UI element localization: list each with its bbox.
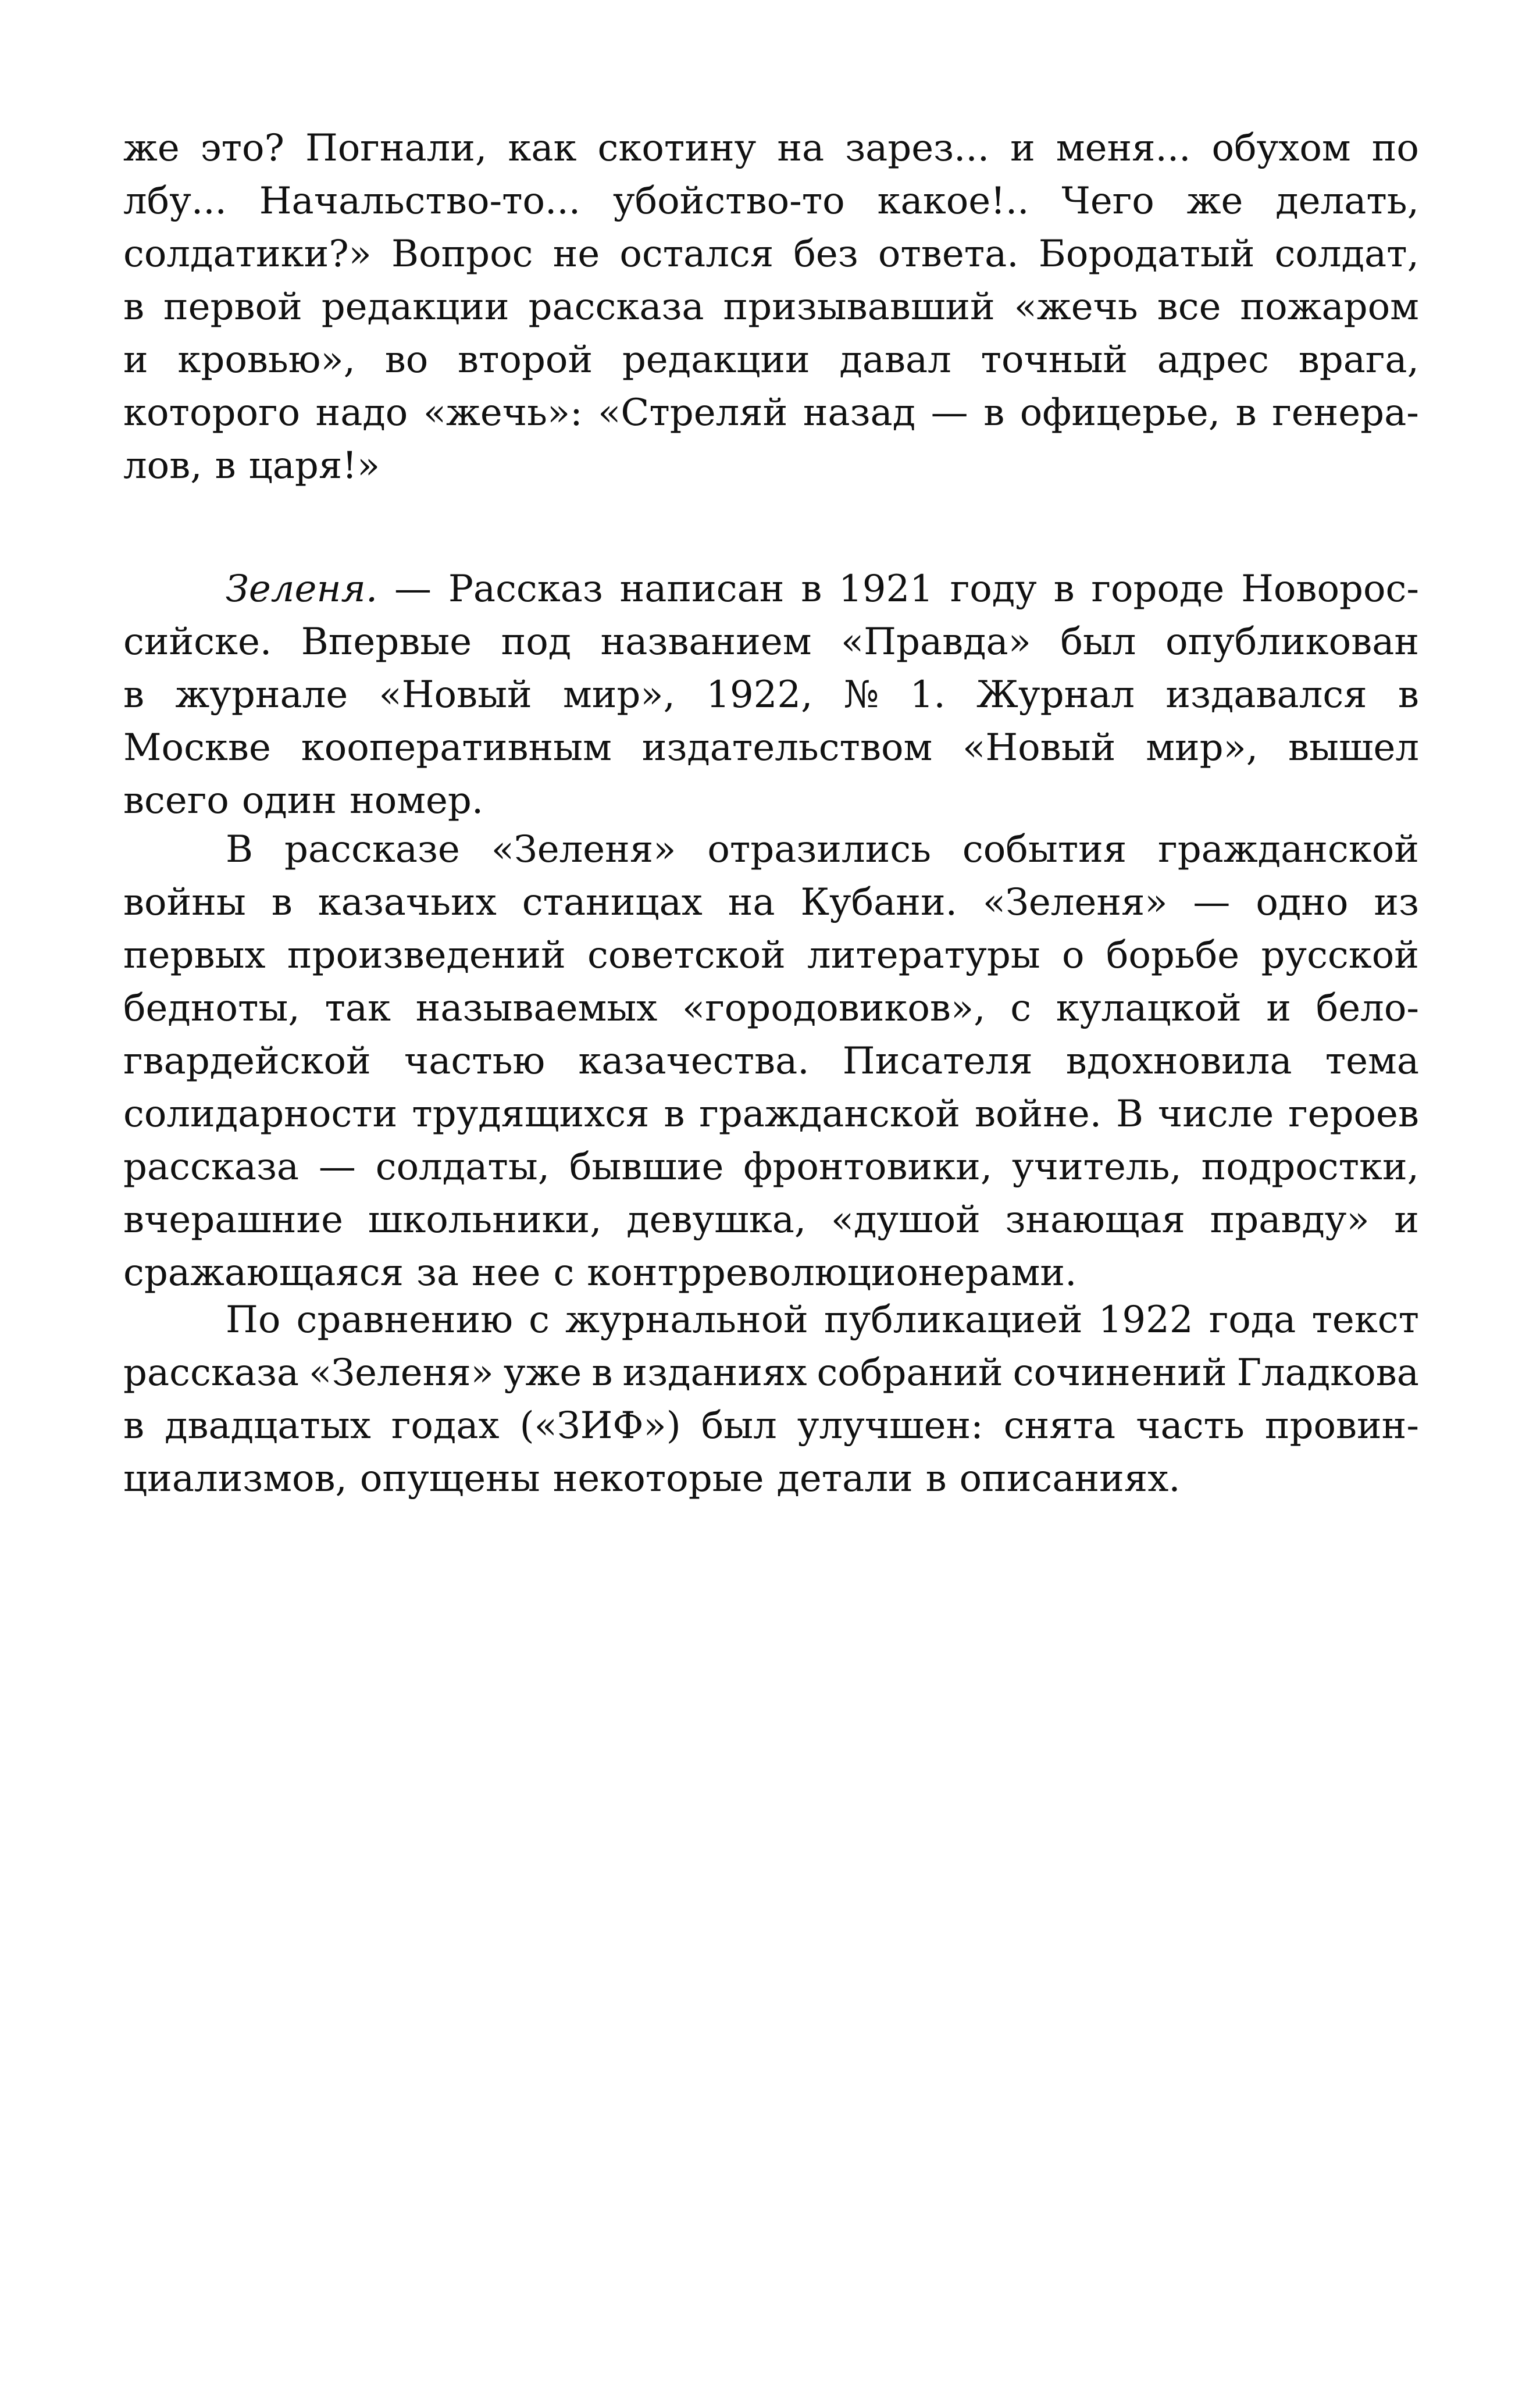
word: одно	[1256, 881, 1349, 924]
word: из	[1374, 881, 1419, 924]
word: трудящихся	[412, 1093, 650, 1136]
word: призывавший	[723, 286, 995, 329]
word: с	[529, 1298, 550, 1342]
word: так	[325, 987, 391, 1030]
word: издавался	[1165, 673, 1367, 716]
text-line	[123, 722, 1419, 775]
word: Журнал	[976, 673, 1135, 716]
text-line-with-title	[123, 563, 1419, 616]
word: —	[1193, 881, 1231, 924]
word: правду»	[1210, 1198, 1370, 1242]
text-line	[123, 1294, 1419, 1347]
word: и	[1266, 987, 1291, 1030]
word: издательством	[641, 726, 933, 769]
word: числе	[1157, 1093, 1274, 1136]
word: меня...	[1056, 127, 1191, 170]
word: сочинений	[1013, 1351, 1227, 1394]
word: Чего	[1061, 180, 1154, 223]
text-line	[123, 387, 1419, 440]
word: в	[1053, 568, 1075, 611]
word: провин-	[1264, 1404, 1419, 1447]
word: рассказа	[528, 286, 704, 329]
word: солдат,	[1274, 233, 1419, 276]
word: первых	[123, 934, 266, 977]
word: это?	[200, 127, 284, 170]
word: «жечь»:	[423, 391, 583, 434]
word: Погнали,	[305, 127, 487, 170]
word: в	[801, 568, 822, 611]
word: Начальство-то...	[259, 180, 581, 223]
word: в	[591, 1351, 613, 1394]
word: войны	[123, 881, 246, 924]
note-title: Зеленя.	[226, 568, 378, 611]
word: №	[843, 673, 879, 716]
text-line	[123, 1453, 1419, 1506]
word: вчерашние	[123, 1198, 344, 1242]
word: произведений	[287, 934, 566, 977]
word: давал	[839, 338, 951, 381]
word: события	[962, 828, 1127, 871]
word: Писателя	[842, 1040, 1033, 1083]
word: нее	[472, 1251, 541, 1294]
word: фронтовики,	[743, 1146, 993, 1189]
word: детали	[776, 1457, 913, 1500]
word: офицерье,	[1019, 391, 1221, 434]
word: учитель,	[1012, 1146, 1182, 1189]
word: изданиях	[622, 1351, 807, 1394]
word: сравнению	[296, 1298, 514, 1342]
word: русской	[1261, 934, 1419, 977]
paragraph-zelenya-events	[123, 823, 1419, 1300]
word: и	[1394, 1198, 1419, 1242]
word: «Стреляй	[598, 391, 788, 434]
text-line	[123, 876, 1419, 929]
word: Впервые	[301, 620, 472, 663]
word: в	[123, 1404, 145, 1447]
word: «Новый	[962, 726, 1116, 769]
word: врага,	[1298, 338, 1419, 381]
word: героев	[1288, 1093, 1419, 1136]
word: —	[931, 391, 968, 434]
word: 1921	[839, 568, 933, 611]
word: какое!..	[877, 180, 1029, 223]
word: названием	[600, 620, 812, 663]
word: мир»,	[562, 673, 675, 716]
text-line	[123, 228, 1419, 281]
word: обухом	[1211, 127, 1351, 170]
text-line	[123, 669, 1419, 722]
word: Бородатый	[1038, 233, 1255, 276]
paragraph-continuation	[123, 122, 1419, 493]
word: с	[553, 1251, 575, 1294]
word: как	[508, 127, 577, 170]
word: редакции	[622, 338, 810, 381]
text-line	[123, 929, 1419, 982]
word: —	[394, 568, 432, 611]
word: гражданской	[1158, 828, 1419, 871]
word: пожаром	[1240, 286, 1419, 329]
word: мир»,	[1146, 726, 1259, 769]
word: без	[793, 233, 858, 276]
word: «Правда»	[841, 620, 1031, 663]
word: двадцатых	[165, 1404, 371, 1447]
paragraph-zelenya-revision	[123, 1294, 1419, 1506]
word: Москве	[123, 726, 271, 769]
word: Кубани.	[800, 881, 957, 924]
word: лбу...	[123, 180, 227, 223]
word: Новорос-	[1241, 568, 1419, 611]
text-line	[123, 1194, 1419, 1247]
word: в	[123, 286, 145, 329]
word: «Новый	[379, 673, 532, 716]
word: на	[777, 127, 825, 170]
word: Рассказ	[448, 568, 603, 611]
word: в	[215, 444, 236, 487]
word: скотину	[597, 127, 757, 170]
word: борьбе	[1106, 934, 1240, 977]
word: все	[1157, 286, 1221, 329]
text-line	[123, 122, 1419, 175]
word: казачьих	[318, 881, 497, 924]
word: же	[1186, 180, 1243, 223]
word: генера-	[1272, 391, 1419, 434]
word: с	[1010, 987, 1032, 1030]
word: 1922,	[706, 673, 813, 716]
word: всего	[123, 779, 229, 822]
word: о	[1062, 934, 1085, 977]
word: в	[664, 1093, 685, 1136]
word: солидарности	[123, 1093, 398, 1136]
word: был	[701, 1404, 777, 1447]
word: годах	[391, 1404, 500, 1447]
word: В	[1115, 1093, 1143, 1136]
word: в	[1398, 673, 1419, 716]
word: описаниях.	[959, 1457, 1181, 1500]
word: в	[123, 673, 145, 716]
word: отразились	[707, 828, 931, 871]
word: царя!»	[248, 444, 380, 487]
word: адрес	[1157, 338, 1269, 381]
word: Вопрос	[391, 233, 533, 276]
word: опубликован	[1165, 620, 1419, 663]
word: году	[950, 568, 1037, 611]
word: казачества.	[578, 1040, 810, 1083]
word: часть	[1136, 1404, 1245, 1447]
word: школьники,	[368, 1198, 602, 1242]
word: сражающаяся	[123, 1251, 404, 1294]
word: По	[226, 1298, 281, 1342]
word: «жечь	[1014, 286, 1138, 329]
word: сийске.	[123, 620, 272, 663]
word: в	[983, 391, 1005, 434]
word: 1.	[910, 673, 946, 716]
text-line	[123, 616, 1419, 669]
word: журнале	[175, 673, 348, 716]
word: номер.	[350, 779, 484, 822]
word: написан	[619, 568, 785, 611]
word: контрреволюционерами.	[587, 1251, 1077, 1294]
word: («ЗИФ»)	[519, 1404, 681, 1447]
text-line	[123, 1400, 1419, 1453]
word: бело-	[1316, 987, 1419, 1030]
text-line	[123, 175, 1419, 228]
word: девушка,	[626, 1198, 807, 1242]
text-line	[123, 334, 1419, 387]
word: публикацией	[824, 1298, 1083, 1342]
word: вдохновила	[1065, 1040, 1292, 1083]
word: гражданской	[699, 1093, 961, 1136]
word: под	[501, 620, 572, 663]
word: литературы	[807, 934, 1040, 977]
text-line	[123, 823, 1419, 876]
word: Гладкова	[1236, 1351, 1419, 1394]
word: «Зеленя»	[491, 828, 676, 871]
word: опущены	[359, 1457, 540, 1500]
word: улучшен:	[797, 1404, 983, 1447]
text-line	[123, 440, 1419, 493]
text-line	[123, 1141, 1419, 1194]
word: один	[241, 779, 337, 822]
word: остался	[619, 233, 774, 276]
word: за	[416, 1251, 459, 1294]
word: убойство-то	[612, 180, 845, 223]
text-line	[123, 775, 1419, 827]
word: редакции	[321, 286, 509, 329]
word: был	[1060, 620, 1136, 663]
word: рассказа	[123, 1351, 300, 1394]
word: гвардейской	[123, 1040, 371, 1083]
word: текст	[1311, 1298, 1419, 1342]
word: циализмов,	[123, 1457, 347, 1500]
text-line	[123, 281, 1419, 334]
word: 1922	[1098, 1298, 1193, 1342]
word: «душой	[830, 1198, 981, 1242]
text-line	[123, 1035, 1419, 1088]
word: назад	[803, 391, 916, 434]
word: по	[1371, 127, 1419, 170]
word: станицах	[522, 881, 703, 924]
word: рассказа	[123, 1146, 300, 1189]
word: «Зеленя»	[982, 881, 1168, 924]
word: снята	[1003, 1404, 1116, 1447]
paragraph-zelenya-note	[123, 563, 1419, 827]
word: рассказе	[284, 828, 460, 871]
word: кулацкой	[1056, 987, 1242, 1030]
word: года	[1209, 1298, 1296, 1342]
text-line	[123, 1347, 1419, 1400]
word: же	[123, 127, 180, 170]
word: на	[728, 881, 775, 924]
word: не	[552, 233, 600, 276]
word: некоторые	[552, 1457, 764, 1500]
word: в	[1235, 391, 1257, 434]
word: «городовиков»,	[682, 987, 986, 1030]
word: солдаты,	[375, 1146, 550, 1189]
word: кооперативным	[301, 726, 612, 769]
word: кровью»,	[177, 338, 355, 381]
word: городе	[1091, 568, 1225, 611]
word: советской	[587, 934, 786, 977]
word: точный	[981, 338, 1128, 381]
word: частью	[404, 1040, 546, 1083]
text-line	[123, 1247, 1419, 1300]
word: называемых	[415, 987, 658, 1030]
word: журнальной	[565, 1298, 808, 1342]
text-line	[123, 1088, 1419, 1141]
word: вышел	[1288, 726, 1419, 769]
word: во	[384, 338, 429, 381]
word: в	[271, 881, 293, 924]
word: «Зеленя»	[309, 1351, 494, 1394]
word: бедноты,	[123, 987, 300, 1030]
word: бывшие	[569, 1146, 724, 1189]
word: знающая	[1005, 1198, 1185, 1242]
word: и	[123, 338, 148, 381]
word: —	[318, 1146, 356, 1189]
word: лов,	[123, 444, 202, 487]
word: и	[1010, 127, 1035, 170]
word: тема	[1325, 1040, 1419, 1083]
word: делать,	[1275, 180, 1419, 223]
text-line	[123, 982, 1419, 1035]
word: зарез...	[845, 127, 990, 170]
word: первой	[163, 286, 302, 329]
word: в	[925, 1457, 947, 1500]
word: ответа.	[878, 233, 1019, 276]
word: второй	[457, 338, 593, 381]
word: солдатики?»	[123, 233, 372, 276]
word: собраний	[817, 1351, 1003, 1394]
word: надо	[315, 391, 408, 434]
word: войне.	[974, 1093, 1102, 1136]
word: В	[226, 828, 254, 871]
word: которого	[123, 391, 301, 434]
word: подростки,	[1201, 1146, 1419, 1189]
word: уже	[503, 1351, 582, 1394]
